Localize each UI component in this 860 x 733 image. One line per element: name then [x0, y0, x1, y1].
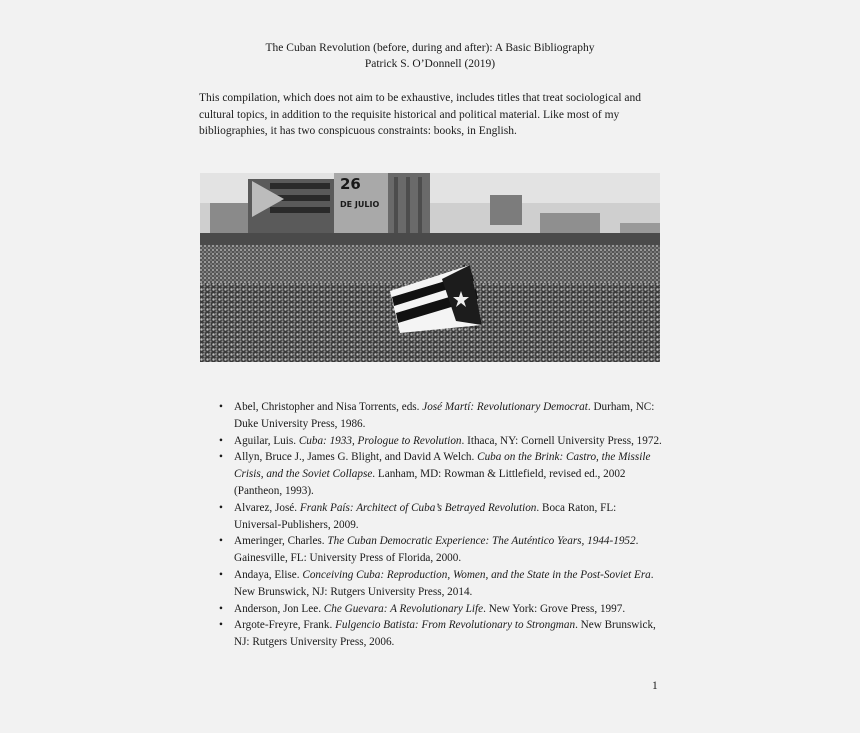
bibliography-entry	[216, 617, 664, 651]
page-number: 1	[652, 680, 658, 692]
rally-photo	[200, 173, 660, 362]
entry-publication: . Ithaca, NY: Cornell University Press, 1972.	[461, 434, 662, 447]
entry-title: Conceiving Cuba: Reproduction, Women, and the State in the Post-Soviet Era	[302, 568, 651, 581]
list-bullet: •	[219, 401, 223, 413]
list-bullet: •	[219, 535, 223, 548]
document-title: The Cuban Revolution (before, during and after): A Basic Bibliography	[265, 42, 595, 54]
entry-publication: . New Brunswick, NJ: Rutgers University Press, 2006.	[234, 619, 656, 649]
document-header	[0, 40, 860, 72]
entry-authors: Allyn, Bruce J., James G. Blight, and David A Welch.	[234, 451, 478, 464]
bibliography-entry	[216, 601, 664, 618]
entry-publication: . Boca Raton, FL: Universal-Publishers, 2009.	[234, 501, 617, 531]
entry-authors: Alvarez, José.	[234, 501, 300, 514]
sign-number: 26	[340, 175, 361, 193]
entry-title: The Cuban Democratic Experience: The Auténtico Years, 1944-1952	[327, 535, 636, 548]
list-bullet: •	[219, 434, 223, 447]
bibliography-entry	[216, 449, 664, 499]
bibliography-list	[216, 399, 664, 651]
entry-publication: . New York: Grove Press, 1997.	[483, 602, 626, 615]
entry-title: Frank País: Architect of Cuba’s Betrayed Revolution	[299, 501, 537, 514]
list-bullet: •	[219, 602, 223, 615]
intro-paragraph: This compilation, which does not aim to be exhaustive, includes titles that treat sociological and cultural topics, in addition to the requisite historical and political material. Like most of my bibliographies, it has two conspicuous constraints: books, in English.	[199, 92, 642, 137]
entry-title: Fulgencio Batista: From Revolutionary to Strongman	[335, 619, 576, 632]
sign-text: DE JULIO	[340, 200, 380, 209]
entry-authors: Argote-Freyre, Frank.	[234, 619, 336, 632]
entry-authors: Abel, Christopher and Nisa Torrents, eds.	[234, 401, 423, 413]
entry-title: Che Guevara: A Revolutionary Life	[323, 602, 484, 615]
entry-title: José Martí: Revolutionary Democrat	[422, 401, 588, 413]
entry-authors: Aguilar, Luis.	[234, 434, 299, 447]
bibliography-entry	[216, 500, 664, 534]
entry-publication: . Gainesville, FL: University Press of Florida, 2000.	[234, 535, 639, 565]
entry-title: Cuba on the Brink: Castro, the Missile Crisis, and the Soviet Collapse	[234, 451, 651, 481]
entry-publication: . Durham, NC: Duke University Press, 1986.	[234, 401, 655, 430]
list-bullet: •	[219, 619, 223, 632]
bibliography-entry	[216, 567, 664, 601]
entry-publication: . Lanham, MD: Rowman & Littlefield, revised ed., 2002 (Pantheon, 1993).	[234, 468, 626, 497]
entry-publication: . New Brunswick, NJ: Rutgers University Press, 2014.	[234, 568, 654, 598]
bibliography-entry	[216, 533, 664, 567]
entry-authors: Andaya, Elise.	[234, 568, 303, 581]
list-bullet: •	[219, 501, 223, 514]
entry-authors: Ameringer, Charles.	[234, 535, 328, 548]
author-line: Patrick S. O’Donnell (2019)	[364, 58, 496, 70]
bibliography-entry	[216, 399, 664, 433]
bibliography-entry	[216, 433, 664, 450]
entry-authors: Anderson, Jon Lee.	[234, 602, 324, 615]
list-bullet: •	[219, 568, 223, 581]
entry-title: Cuba: 1933, Prologue to Revolution	[298, 434, 462, 447]
list-bullet: •	[219, 451, 223, 464]
